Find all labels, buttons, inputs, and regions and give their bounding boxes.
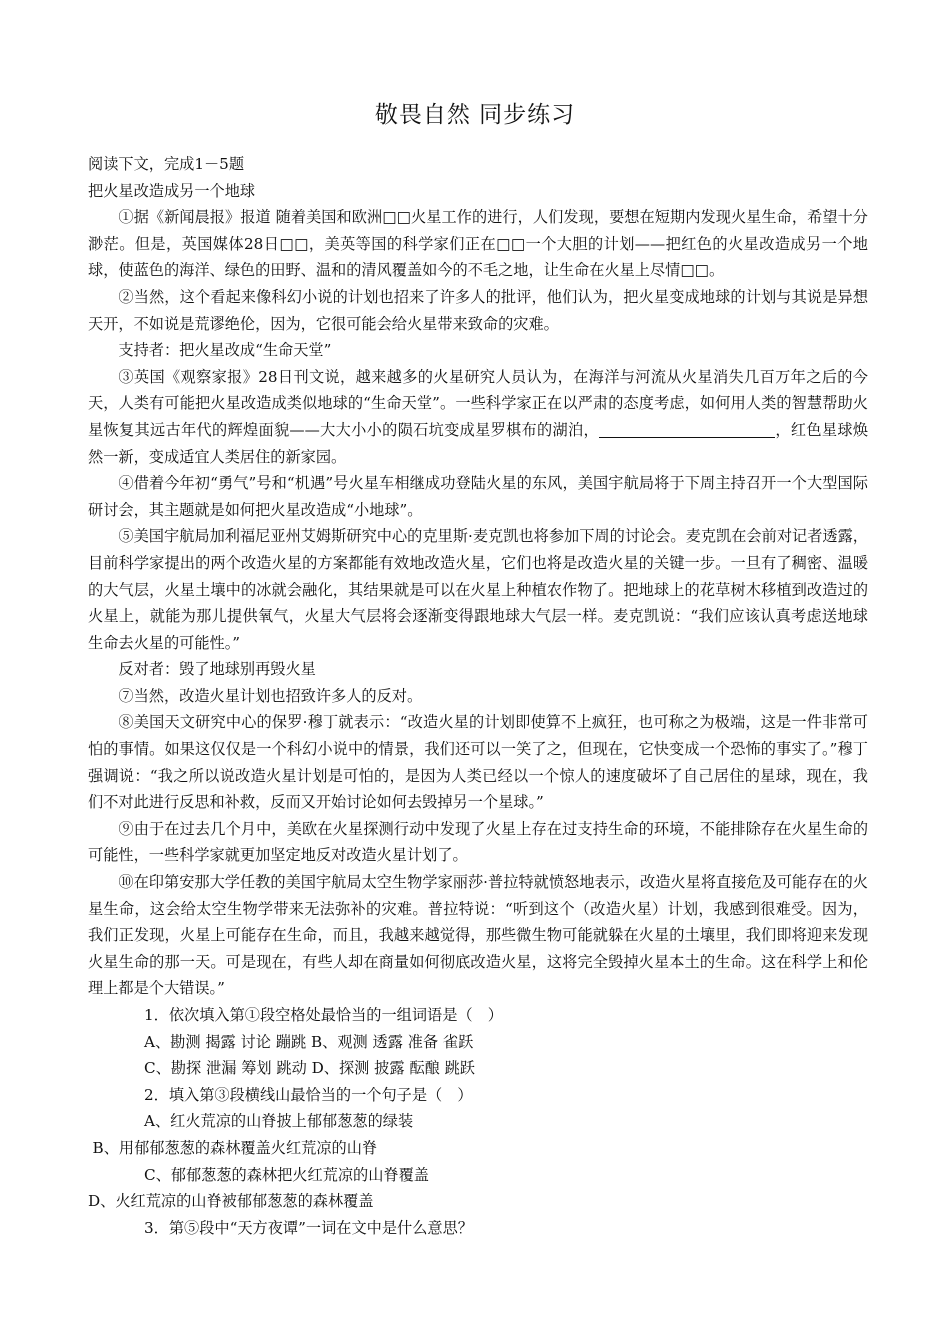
instruction: 阅读下文，完成1－5题 [88, 155, 245, 173]
page-title: 敬畏自然 同步练习 [374, 102, 576, 128]
question-2-option-c: C、郁郁葱葱的森林把火红荒凉的山脊覆盖 [144, 1165, 429, 1184]
question-2: 2．填入第③段横线山最恰当的一个句子是（ ） [144, 1085, 473, 1104]
oppose-heading: 反对者：毁了地球别再毁火星 [118, 660, 316, 679]
question-2-option-b: B、用郁郁葱葱的森林覆盖火红荒凉的山脊 [92, 1138, 378, 1157]
paragraph-4: ④借着今年初“勇气”号和“机遇”号火星车相继成功登陆火星的东风，美国宇航局将于下周主持召开一个大型国际研讨会，其主题就是如何把火星改造成“小地球”。 [88, 474, 868, 519]
question-1-options-ab: A、勘测 揭露 讨论 蹦跳 B、观测 透露 准备 雀跃 [144, 1032, 474, 1051]
paragraph-10: ⑩在印第安那大学任教的美国宇航局太空生物学家丽莎·普拉特就愤怒地表示，改造火星将直接危及可能存在的火星生命，这会给太空生物学带来无法弥补的灾难。普拉特说：“听到这个（改造火星）计划，我感到很难受。因为，我们正发现，火星上可能存在生命，而且，我越来越觉得，那些微生物可能就躲在火星的土壤里，我们即将迎来发现火星生命的那一天。可是现在，有些人却在商量如何彻底改造火星，这将完全毁掉火星本土的生命。这在科学上和伦理上都是个大错误。” [88, 873, 868, 998]
paragraph-3 [88, 364, 868, 470]
question-3: 3．第⑤段中“天方夜谭”一词在文中是什么意思？ [144, 1218, 473, 1237]
paragraph-1: ①据《新闻晨报》报道 随着美国和欧洲□□火星工作的进行，人们发现，要想在短期内发现火星生命，希望十分渺茫。但是，英国媒体28日□□，美英等国的科学家们正在□□一个大胆的计划——把红色的火星改造成另一个地球，使蓝色的海洋、绿色的田野、温和的清风覆盖如今的不毛之地，让生命在火星上尽情□□。 [88, 208, 868, 280]
fill-blank-line [599, 419, 775, 438]
paragraph-9: ⑨由于在过去几个月中，美欧在火星探测行动中发现了火星上存在过支持生命的环境，不能排除存在火星生命的可能性，一些科学家就更加坚定地反对改造火星计划了。 [88, 819, 868, 865]
document-body [88, 151, 868, 1241]
paragraph-5: ⑤美国宇航局加利福尼亚州艾姆斯研究中心的克里斯·麦克凯也将参加下周的讨论会。麦克凯在会前对记者透露，目前科学家提出的两个改造火星的方案都能有效地改造火星，它们也将是改造火星的关键一步。一旦有了稠密、温暖的大气层，火星土壤中的冰就会融化，其结果就是可以在火星上种植农作物了。把地球上的花草树木移植到改造过的火星上，就能为那儿提供氧气，火星大气层将会逐渐变得跟地球大气层一样。麦克凯说：“我们应该认真考虑送地球生命去火星的可能性。” [88, 527, 868, 652]
question-1: 1．依次填入第①段空格处最恰当的一组词语是（ ） [144, 1006, 503, 1024]
question-2-option-d: D、火红荒凉的山脊被郁郁葱葱的森林覆盖 [88, 1192, 374, 1211]
paragraph-3-text: ③英国《观察家报》28日刊文说，越来越多的火星研究人员认为，在海洋与河流从火星消失几百万年之后的今天，人类有可能把火星改造成类似地球的“生命天堂”。一些科学家正在以严肃的态度考虑，如何用人类的智慧帮助火星恢复其远古年代的辉煌面貌——大大小小的陨石坑变成星罗棋布的湖泊， [88, 367, 868, 439]
paragraph-2: ②当然，这个看起来像科幻小说的计划也招来了许多人的批评，他们认为，把火星变成地球的计划与其说是异想天开，不如说是荒谬绝伦，因为，它很可能会给火星带来致命的灾难。 [88, 287, 868, 333]
question-1-options-cd: C、勘探 泄漏 筹划 跳动 D、探测 披露 酝酿 跳跃 [144, 1059, 475, 1078]
paragraph-3-end: ，红色星球焕然一新，变成适宜人类居住的新家园。 [88, 420, 869, 466]
article-title: 把火星改造成另一个地球 [88, 181, 256, 200]
support-heading: 支持者：把火星改成“生命天堂” [118, 341, 332, 360]
paragraph-8: ⑧美国天文研究中心的保罗·穆丁就表示：“改造火星的计划即使算不上疯狂，也可称之为极端，这是一件非常可怕的事情。如果这仅仅是一个科幻小说中的情景，我们还可以一笑了之，但现在，它快变成一个恐怖的事实了。”穆丁强调说：“我之所以说改造火星计划是可怕的，是因为人类已经以一个惊人的速度破坏了自己居住的星球，现在，我们不对此进行反思和补救，反而又开始讨论如何去毁掉另一个星球。” [88, 713, 868, 812]
question-2-option-a: A、红火荒凉的山脊披上郁郁葱葱的绿装 [144, 1112, 414, 1131]
paragraph-7: ⑦当然，改造火星计划也招致许多人的反对。 [118, 686, 423, 705]
